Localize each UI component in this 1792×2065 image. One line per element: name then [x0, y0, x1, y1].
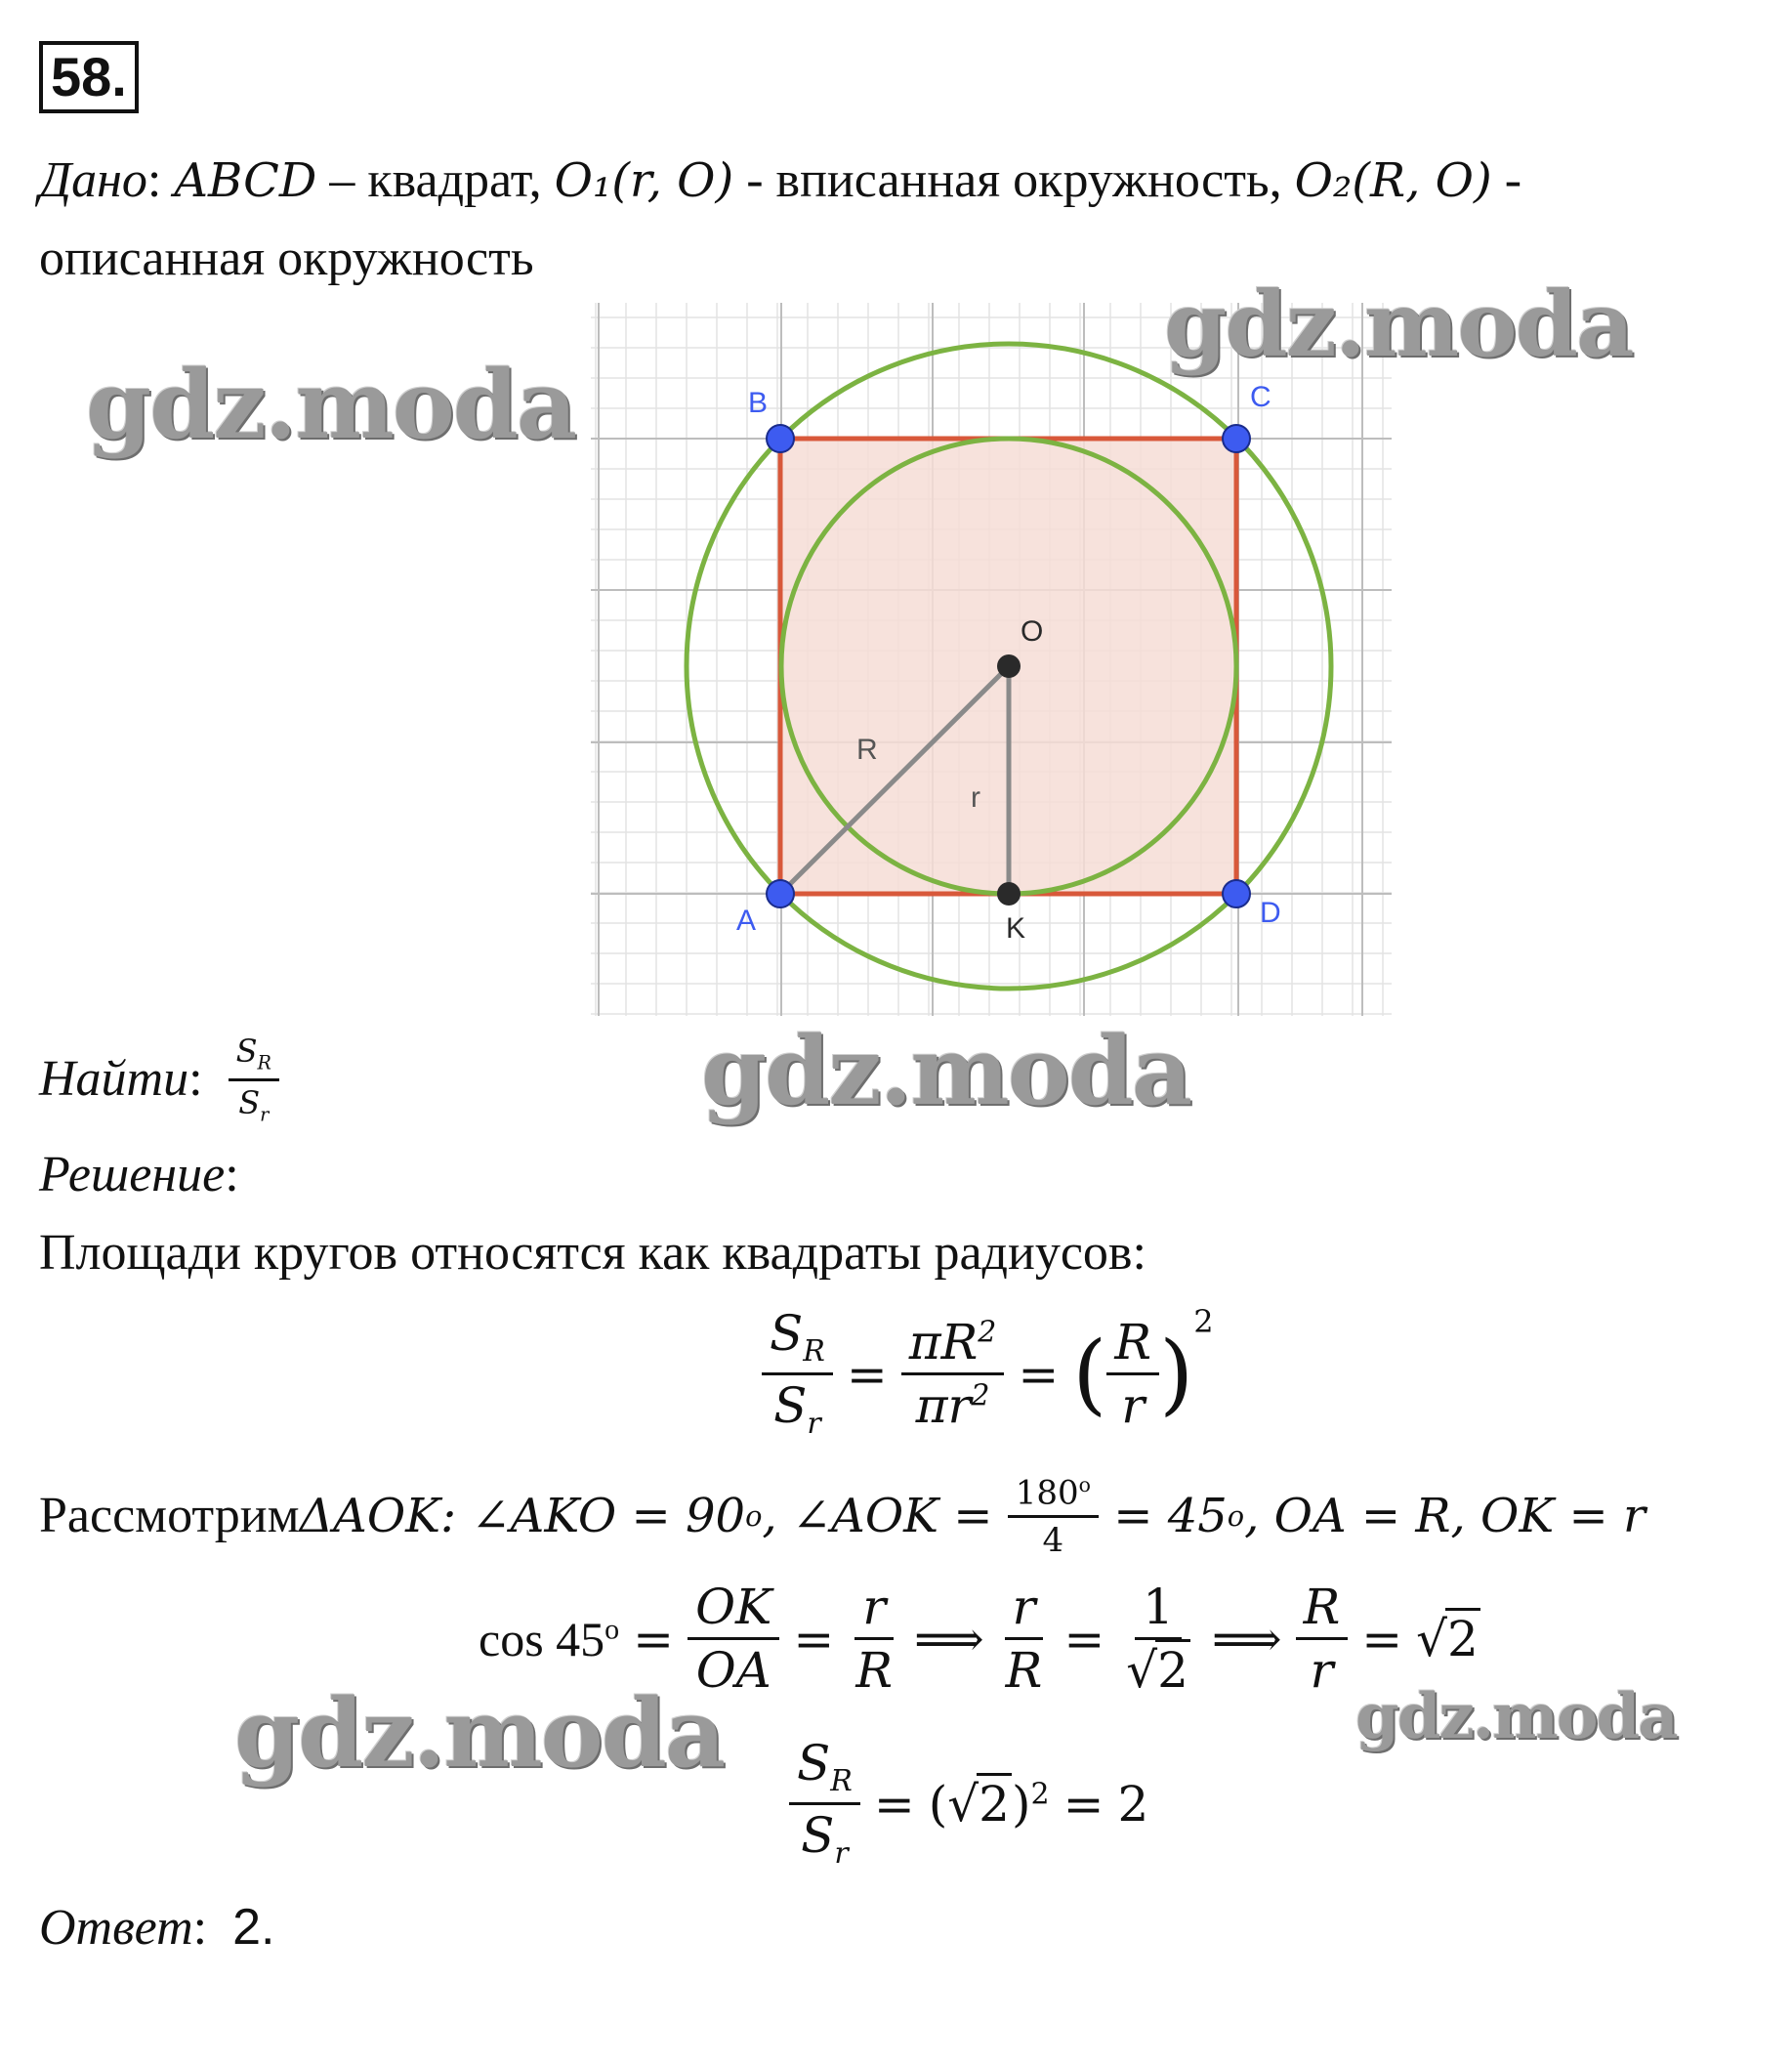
frac-pir2: $\frac{\pi R^2}{\pi r^2}$: [901, 1318, 1005, 1430]
label-radius-small: r: [971, 781, 980, 814]
watermark: gdz.moda: [1355, 1680, 1677, 1753]
label-radius-big: R: [856, 734, 878, 766]
given-math-abcd: ABCD: [174, 153, 317, 208]
label-o: O: [1021, 615, 1044, 648]
solution-heading: [39, 1143, 239, 1207]
given-math-o2: O₂(R, O): [1294, 153, 1492, 208]
find-den: S: [238, 1083, 261, 1121]
watermark: gdz.moda: [234, 1678, 725, 1789]
consider-line: [39, 1473, 1646, 1561]
frac-r-over-r: R r: [1106, 1318, 1159, 1430]
given-text-1: – квадрат,: [316, 152, 555, 208]
given-text-2: - вписанная окружность,: [733, 152, 1295, 208]
find-fraction: [229, 1032, 279, 1125]
find-line: [39, 1032, 279, 1125]
watermark: gdz.moda: [1164, 272, 1633, 377]
point-k: [997, 882, 1021, 906]
given-label: Дано: [39, 152, 147, 208]
given-math-o1: O₁(r, O): [554, 153, 734, 208]
label-c: C: [1250, 381, 1271, 413]
find-num-sub: R: [257, 1051, 271, 1075]
point-c: [1223, 425, 1250, 452]
given-line-2: описанная окружность: [39, 231, 534, 286]
answer-colon: :: [192, 1900, 208, 1956]
consider-prefix: Рассмотрим: [39, 1488, 300, 1544]
find-num: S: [235, 1032, 258, 1070]
point-d: [1223, 880, 1250, 907]
problem-number: 58.: [39, 41, 139, 113]
given-text-3: -: [1491, 152, 1522, 208]
find-label: Найти: [39, 1051, 189, 1108]
formula-area-ratio: $\frac{S_R}{S_r}$ = $\frac{\pi R^2}{\pi r^2}$ = ( R r ) 2: [762, 1309, 1214, 1439]
answer-value: 2.: [232, 1899, 275, 1956]
frac-sr-over-sr: $\frac{S_R}{S_r}$: [762, 1309, 833, 1439]
consider-math: ΔAOK: ∠AKO = 90 o , ∠AOK = 180$^o$ 4 = 45 o , OA = R, OK = r: [299, 1473, 1646, 1561]
solution-colon: :: [225, 1147, 239, 1202]
solution-sentence: Площади кругов относятся как квадраты радиусов:: [39, 1225, 1146, 1281]
point-o: [997, 654, 1021, 678]
solution-label: Решение: [39, 1147, 226, 1202]
given-line-1: Дано: ABCD – квадрат, O₁(r, O) - вписанная окружность, O₂(R, O) -: [39, 152, 1522, 208]
watermark: gdz.moda: [86, 350, 576, 460]
label-k: K: [1006, 912, 1026, 945]
geometry-diagram: [586, 293, 1406, 1035]
answer-label: Ответ: [39, 1900, 193, 1956]
label-b: B: [748, 387, 769, 419]
watermark: gdz.moda: [701, 1016, 1191, 1126]
cos-line: cos 45$^o$ = $\frac{OK}{OA}$ = $\frac{r}{R}$ ⟹ $\frac{r}{R}$ = $\frac{1}{√2}$ ⟹ $\frac{R}{r}$ = √2: [479, 1579, 1479, 1699]
final-line: $\frac{S_R}{S_r}$ = $(√2)^2$ = 2: [789, 1739, 1148, 1869]
point-b: [767, 425, 794, 452]
find-colon: :: [188, 1051, 203, 1108]
find-den-sub: r: [260, 1102, 270, 1125]
label-d: D: [1260, 897, 1281, 929]
point-a: [767, 880, 794, 907]
answer-line: [39, 1895, 274, 1960]
label-a: A: [736, 905, 757, 937]
